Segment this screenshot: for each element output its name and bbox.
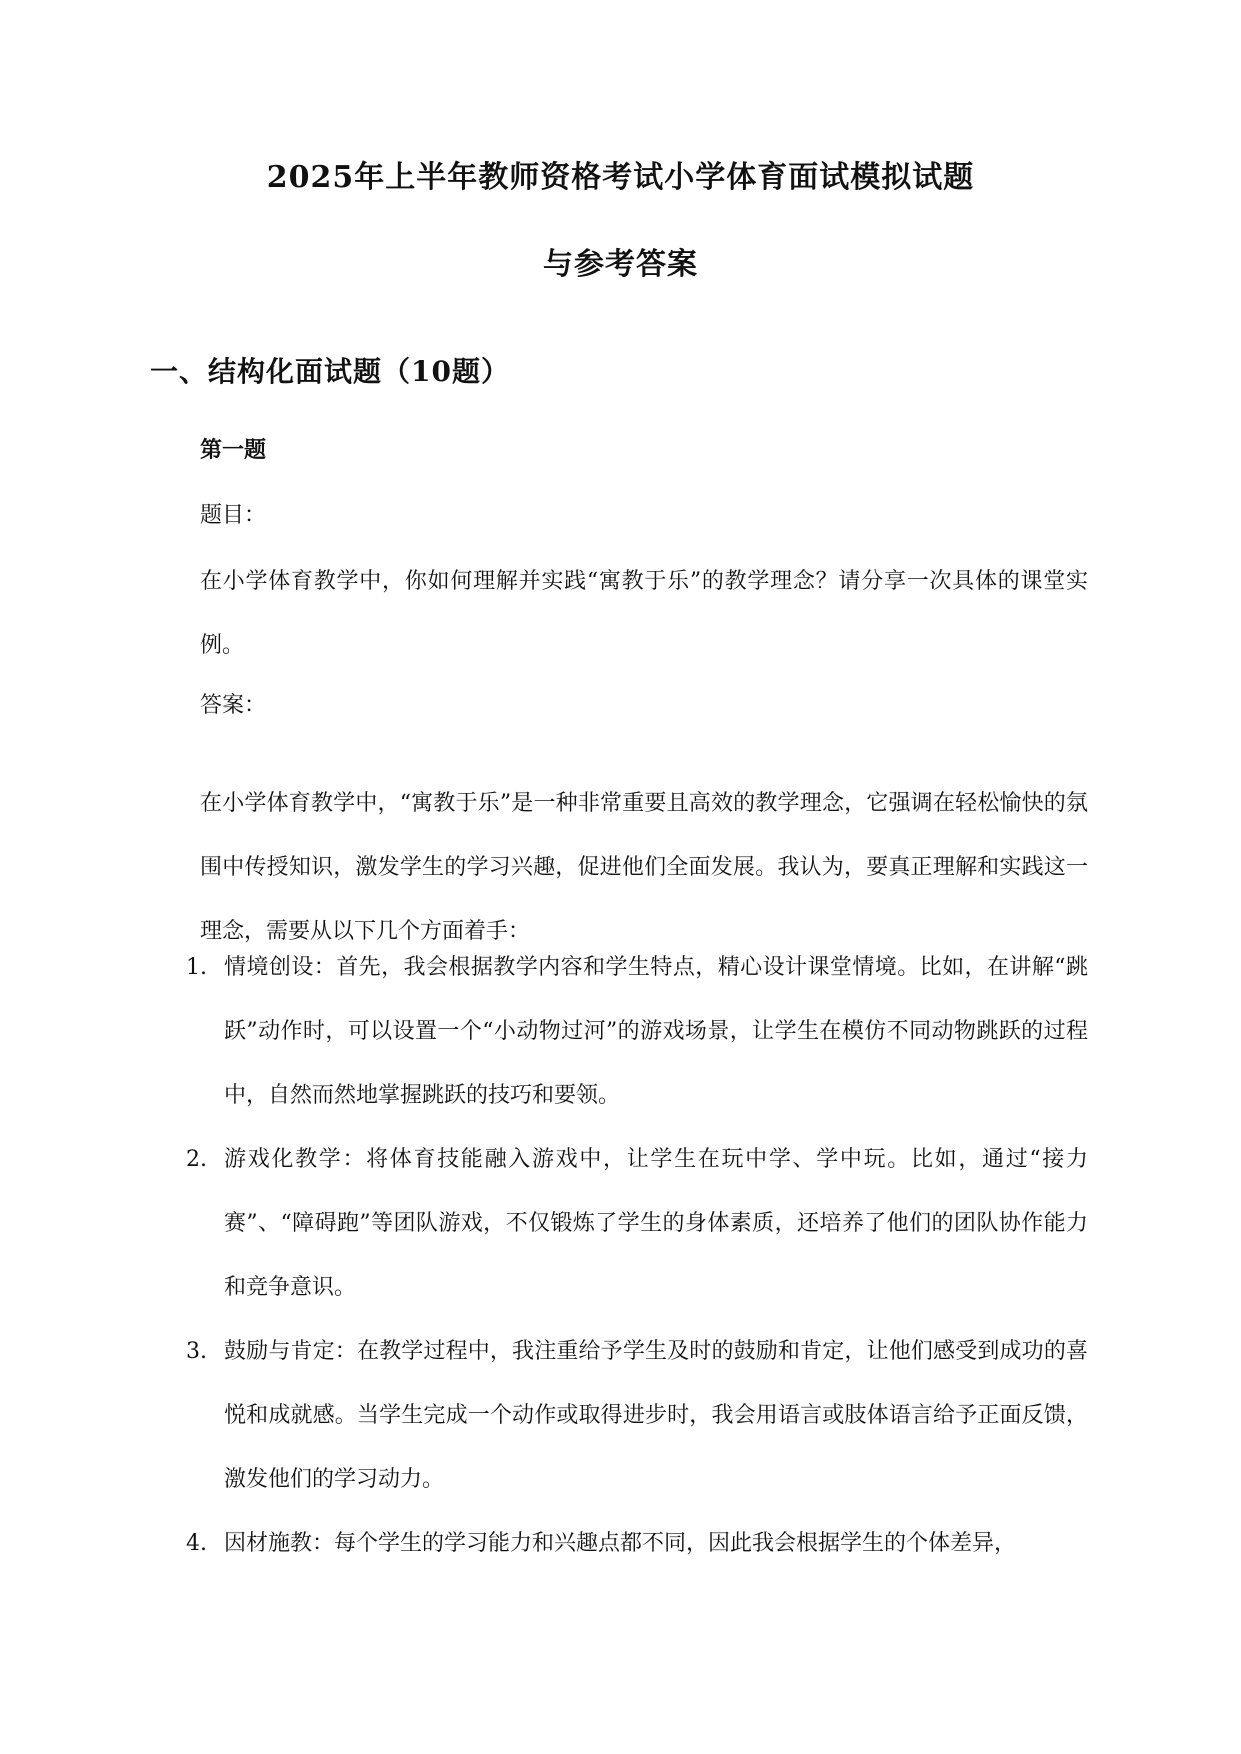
- list-item-text: 鼓励与肯定：在教学过程中，我注重给予学生及时的鼓励和肯定，让他们感受到成功的喜悦和成就感。当学生完成一个动作或取得进步时，我会用语言或肢体语言给予正面反馈，激发他们的学习动力。: [224, 1339, 1088, 1492]
- list-item: [180, 1128, 1088, 1320]
- list-item: [180, 1512, 1088, 1576]
- document-title-line-2: 与参考答案: [543, 247, 698, 282]
- section-heading: 一、结构化面试题（10题）: [150, 355, 510, 388]
- document-title-line-1: 2025年上半年教师资格考试小学体育面试模拟试题: [266, 160, 975, 195]
- answer-list: [180, 936, 1088, 1576]
- question-text: 在小学体育教学中，你如何理解并实践“寓教于乐”的教学理念？请分享一次具体的课堂实例。: [200, 569, 1088, 658]
- list-item-text: 因材施教：每个学生的学习能力和兴趣点都不同，因此我会根据学生的个体差异，: [224, 1531, 1017, 1556]
- list-item: [180, 1320, 1088, 1512]
- question-heading: 第一题: [200, 437, 267, 463]
- answer-label: 答案：: [200, 693, 267, 718]
- question-label: 题目：: [200, 503, 267, 528]
- list-item-number: 3.: [186, 1339, 207, 1364]
- list-item-number: 2.: [186, 1147, 207, 1172]
- list-item-text: 游戏化教学：将体育技能融入游戏中，让学生在玩中学、学中玩。比如，通过“接力赛”、“障碍跑”等团队游戏，不仅锻炼了学生的身体素质，还培养了他们的团队协作能力和竞争意识。: [224, 1147, 1088, 1300]
- list-item-number: 4.: [186, 1531, 207, 1556]
- list-item: [180, 936, 1088, 1128]
- list-item-text: 情境创设：首先，我会根据教学内容和学生特点，精心设计课堂情境。比如，在讲解“跳跃”动作时，可以设置一个“小动物过河”的游戏场景，让学生在模仿不同动物跳跃的过程中，自然而然地掌握跳跃的技巧和要领。: [224, 955, 1088, 1108]
- list-item-number: 1.: [186, 955, 207, 980]
- answer-intro: 在小学体育教学中，“寓教于乐”是一种非常重要且高效的教学理念，它强调在轻松愉快的氛围中传授知识，激发学生的学习兴趣，促进他们全面发展。我认为，要真正理解和实践这一理念，需要从以下几个方面着手：: [200, 791, 1088, 944]
